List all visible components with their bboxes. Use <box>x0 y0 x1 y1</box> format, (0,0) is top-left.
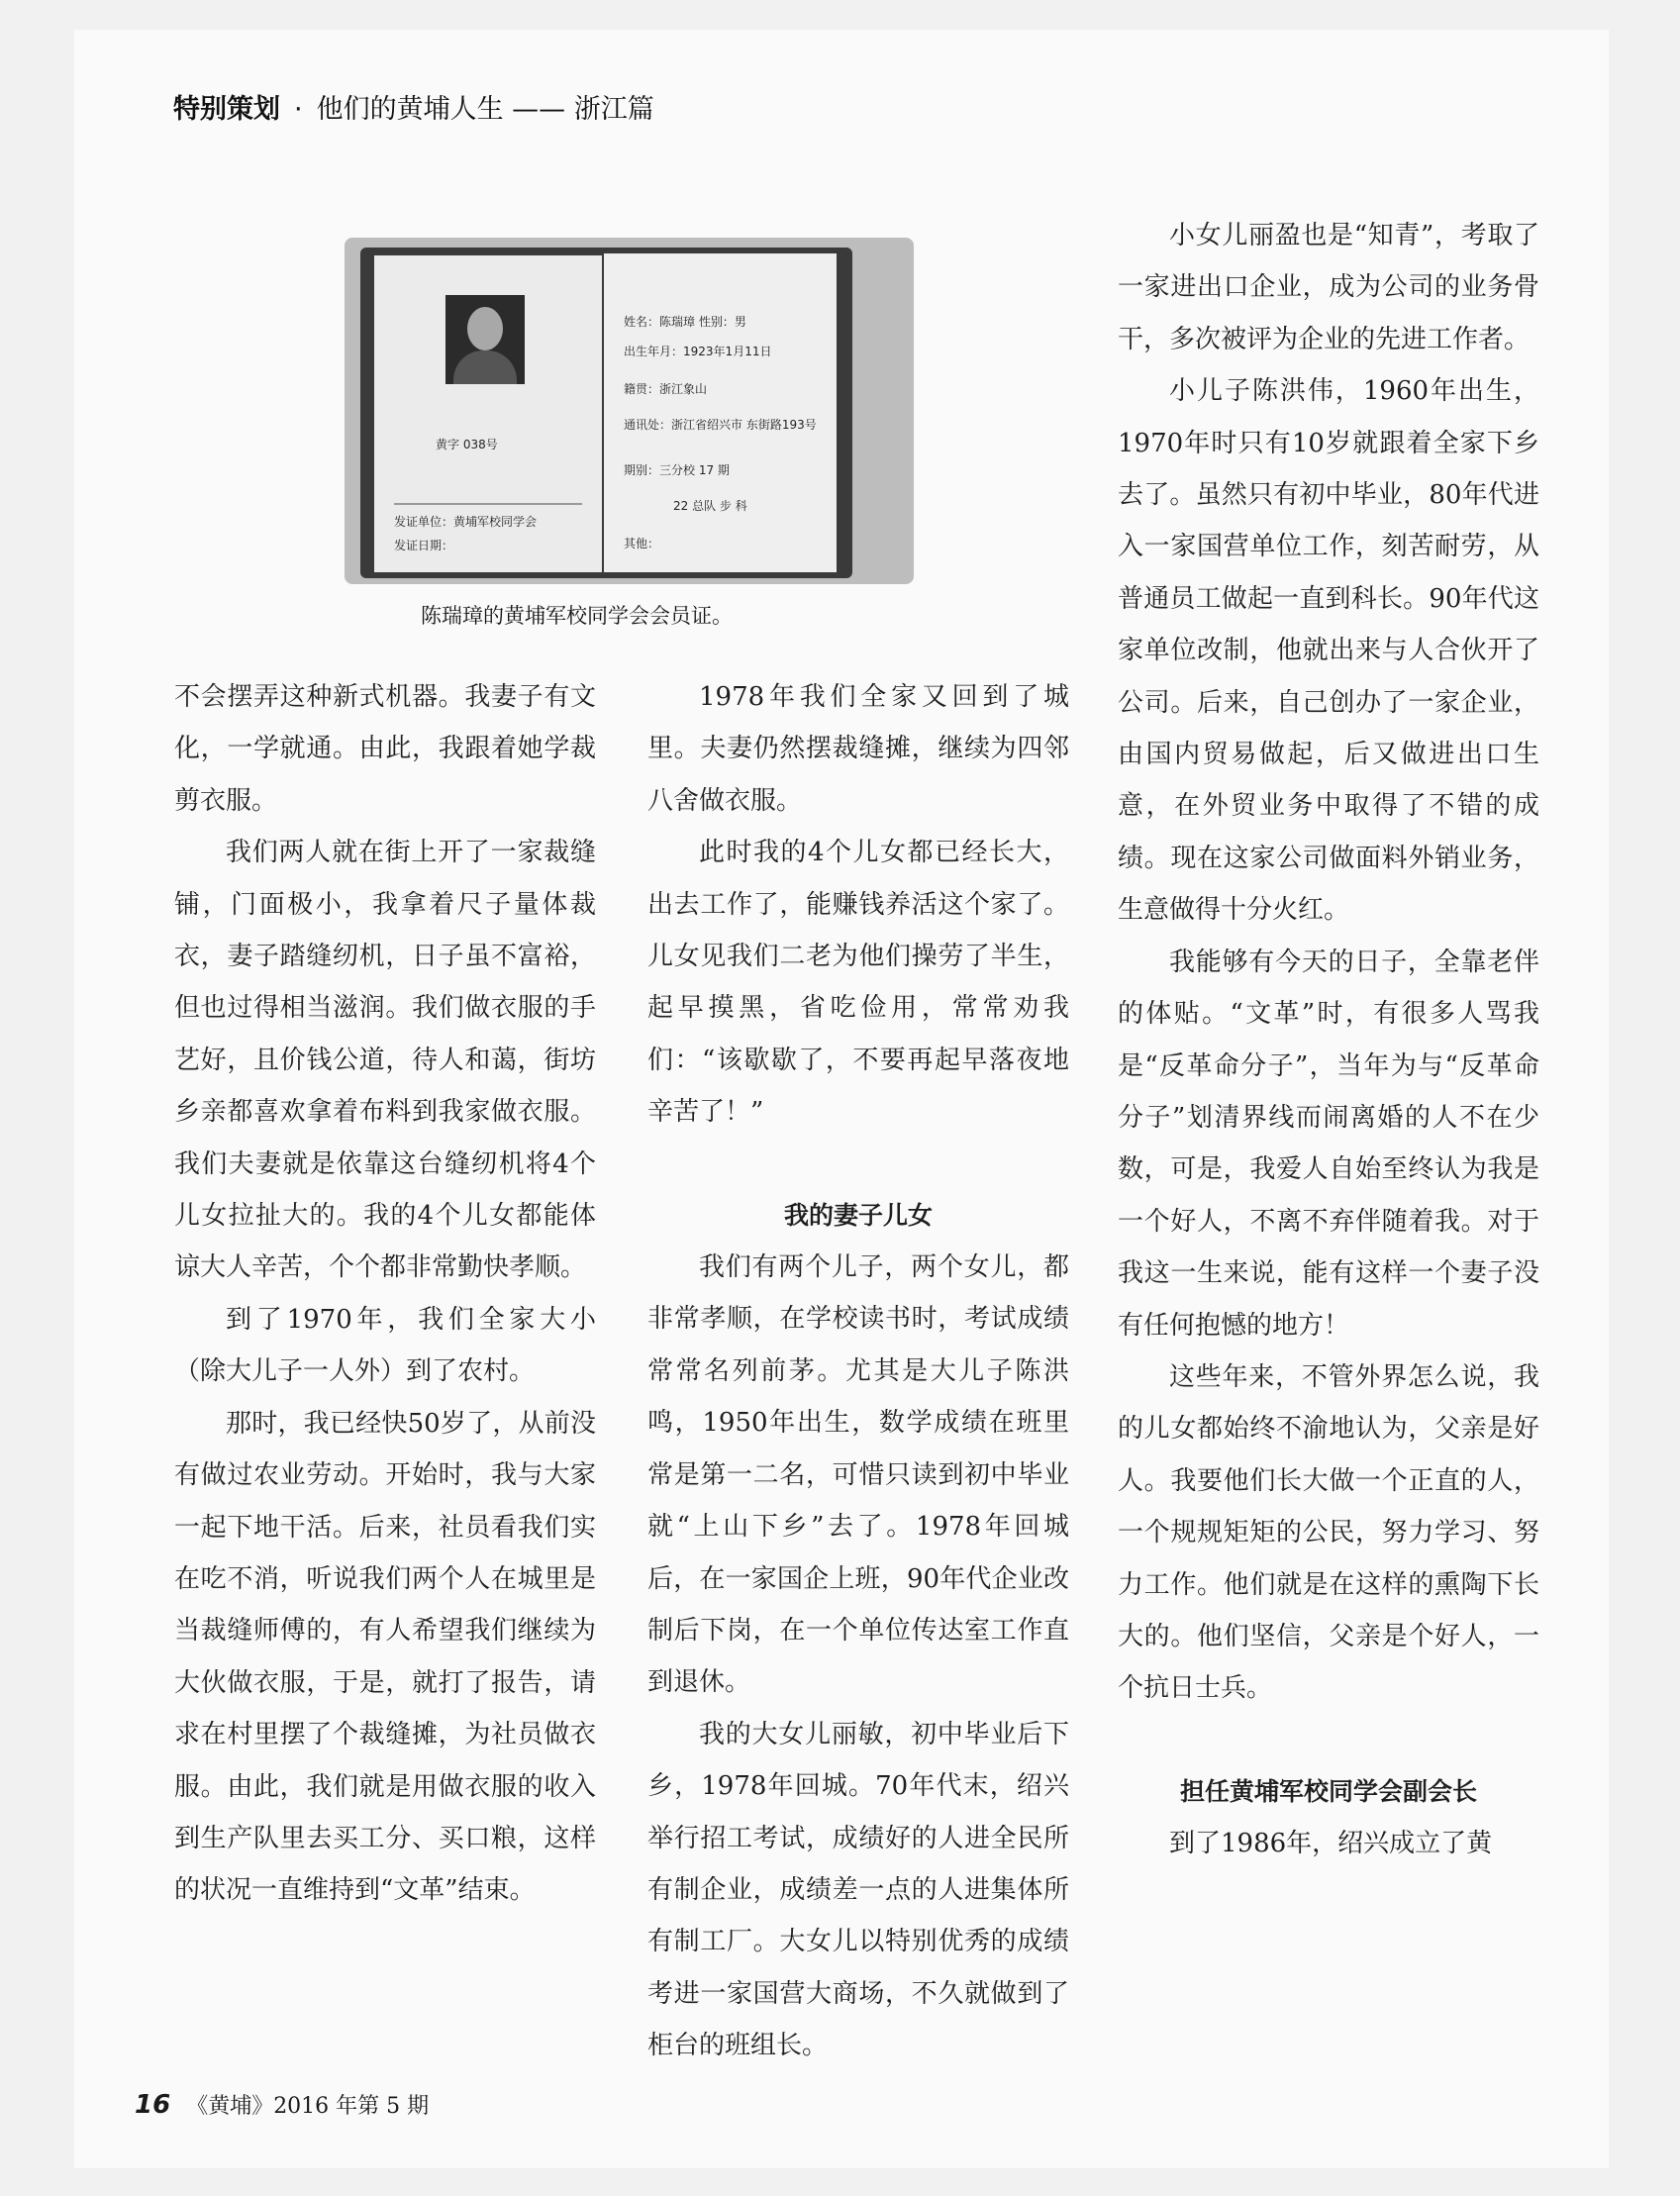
photo-caption: 陈瑞璋的黄埔军校同学会会员证。 <box>421 604 733 628</box>
portrait-photo <box>445 295 525 384</box>
body-paragraph: 不会摆弄这种新式机器。我妻子有文化，一学就通。由此，我跟着她学裁剪衣服。 <box>174 682 596 816</box>
body-paragraph: 我们有两个儿子，两个女儿，都非常孝顺，在学校读书时，考试成绩常常名列前茅。尤其是大儿子陈洪鸣，1950年出生，数学成绩在班里常是第一二名，可惜只读到初中毕业就“上山下乡”去了。1978年回城后，在一家国企上班，90年代企业改制后下岗，在一个单位传达室工作直到退休。 <box>647 1252 1069 1698</box>
portrait-body <box>453 350 517 384</box>
body-paragraph: 我们两人就在街上开了一家裁缝铺，门面极小，我拿着尺子量体裁衣，妻子踏缝纫机，日子虽不富裕，但也过得相当滋润。我们做衣服的手艺好，且价钱公道，待人和蔼，街坊乡亲都喜欢拿着布料到我家做衣服。我们夫妻就是依靠这台缝纫机将4个儿女拉扯大的。我的4个儿女都能体谅大人辛苦，个个都非常勤快孝顺。 <box>174 838 596 1283</box>
card-other: 其他： <box>624 537 660 550</box>
body-paragraph: 到了1970年，我们全家大小（除大儿子一人外）到了农村。 <box>174 1304 596 1387</box>
body-paragraph: 那时，我已经快50岁了，从前没有做过农业劳动。开始时，我与大家一起下地干活。后来，社员看我们实在吃不消，听说我们两个人在城里是当裁缝师傅的，有人希望我们继续为大伙做衣服，于是，就打了报告，请求在村里摆了个裁缝摊，为社员做衣服。由此，我们就是用做衣服的收入到生产队里去买工分、买口粮，这样的状况一直维持到“文革”结束。 <box>174 1408 596 1906</box>
card-period: 期别：三分校 17 期 <box>624 463 730 477</box>
card-divider <box>394 503 582 505</box>
page-number: 16 <box>135 2090 171 2120</box>
body-paragraph: 我能够有今天的日子，全靠老伴的体贴。“文革”时，有很多人骂我是“反革命分子”，当年为与“反革命分子”划清界线而闹离婚的人不在少数，可是，我爱人自始至终认为我是一个好人，不离不弃伴随着我。对于我这一生来说，能有这样一个妻子没有任何抱憾的地方！ <box>1118 947 1539 1341</box>
card-member-number: 黄字 038号 <box>436 438 498 451</box>
body-paragraph: 此时我的4个儿女都已经长大，出去工作了，能赚钱养活这个家了。儿女见我们二老为他们操劳了半生，起早摸黑，省吃俭用，常常劝我们：“该歇歇了，不要再起早落夜地辛苦了！” <box>647 838 1069 1128</box>
portrait-face <box>467 307 503 350</box>
card-address: 通讯处：浙江省绍兴市 东街路193号 <box>624 418 817 432</box>
header-subtitle: 他们的黄埔人生 —— 浙江篇 <box>316 94 654 125</box>
body-paragraph: 到了1986年，绍兴成立了黄 <box>1169 1829 1493 1859</box>
card-right-page <box>604 253 837 572</box>
body-paragraph: 小儿子陈洪伟，1960年出生，1970年时只有10岁就跟着全家下乡去了。虽然只有初中毕业，80年代进入一家国营单位工作，刻苦耐劳，从普通员工做起一直到科长。90年代这家单位改制，他就出来与人合伙开了公司。后来，自己创办了一家企业，由国内贸易做起，后又做进出口生意，在外贸业务中取得了不错的成绩。现在这家公司做面料外销业务，生意做得十分火红。 <box>1118 376 1539 926</box>
section-heading: 担任黄埔军校同学会副会长 <box>1179 1776 1477 1806</box>
header-separator: · <box>294 94 303 125</box>
body-paragraph: 这些年来，不管外界怎么说，我的儿女都始终不渝地认为，父亲是好人。我要他们长大做一个正直的人，一个规规矩矩的公民，努力学习、努力工作。他们就是在这样的熏陶下长大的。他们坚信，父亲是个好人，一个抗日士兵。 <box>1118 1361 1539 1704</box>
page-footer <box>135 2089 429 2120</box>
body-paragraph: 我的大女儿丽敏，初中毕业后下乡，1978年回城。70年代末，绍兴举行招工考试，成绩好的人进全民所有制企业，成绩差一点的人进集体所有制工厂。大女儿以特别优秀的成绩考进一家国营大商场，不久就做到了柜台的班组长。 <box>647 1719 1069 2061</box>
section-header <box>173 87 654 126</box>
publication-info: 《黄埔》2016 年第 5 期 <box>186 2094 430 2119</box>
section-heading: 我的妻子儿女 <box>783 1200 933 1230</box>
card-issuer: 发证单位：黄埔军校同学会 <box>394 515 538 529</box>
card-issue-date: 发证日期： <box>394 539 454 552</box>
card-team: 22 总队 步 科 <box>673 499 747 513</box>
card-birth: 出生年月：1923年1月11日 <box>624 345 772 358</box>
text-column-1 <box>174 671 596 1917</box>
text-column-2 <box>647 671 1069 2072</box>
card-name: 姓名：陈瑞璋 性别：男 <box>624 315 746 329</box>
card-origin: 籍贯：浙江象山 <box>624 382 708 396</box>
section-label: 特别策划 <box>173 94 280 125</box>
text-column-3 <box>1118 210 1539 1870</box>
body-paragraph: 1978年我们全家又回到了城里。夫妻仍然摆裁缝摊，继续为四邻八舍做衣服。 <box>647 682 1069 816</box>
body-paragraph: 小女儿丽盈也是“知青”，考取了一家进出口企业，成为公司的业务骨干，多次被评为企业的先进工作者。 <box>1118 221 1539 354</box>
